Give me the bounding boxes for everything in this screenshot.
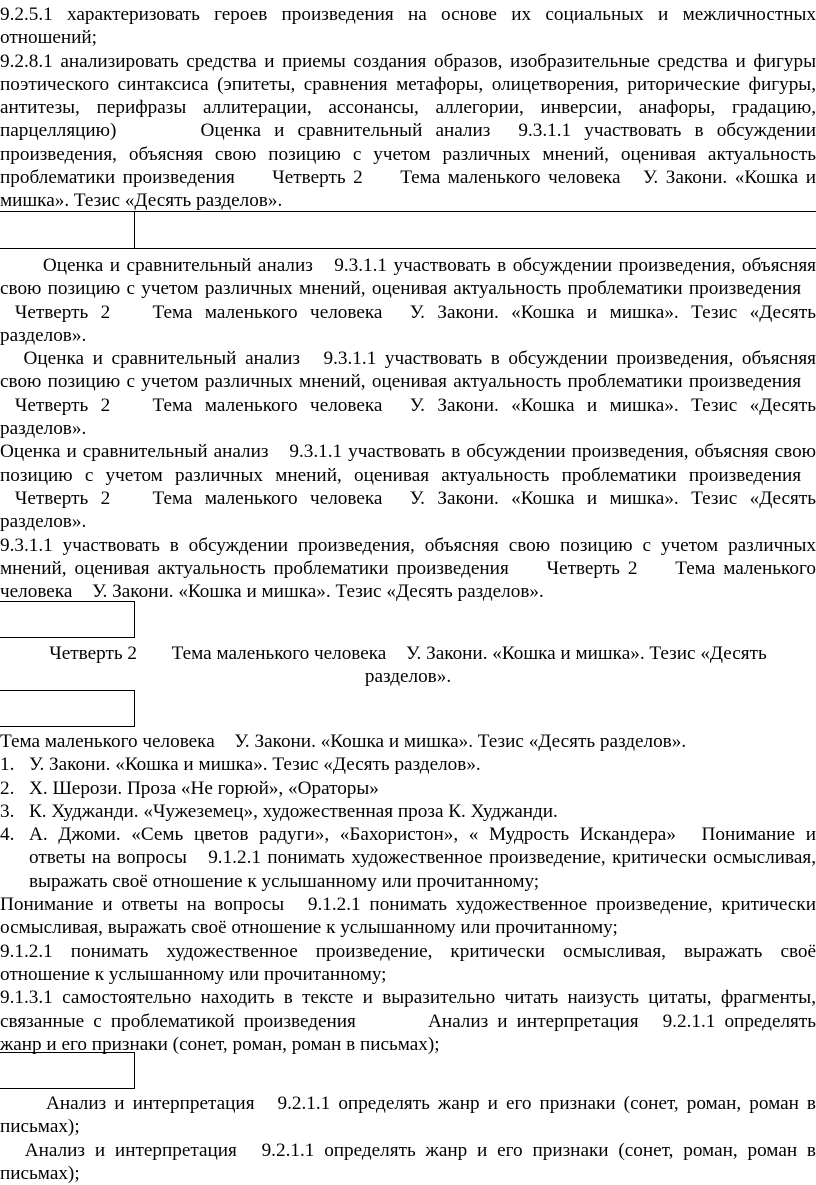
paragraph: Оценка и сравнительный анализ 9.3.1.1 участвовать в обсуждении произведения, объясняя свою позицию с учетом различных мнений, оценивая актуальность проблематики произведения Четверть 2 Тема маленького человека У. Закони. «Кошка и мишка». Тезис «Десять разделов». bbox=[0, 394, 816, 463]
list-item-text: А. Джоми. «Семь цветов радуги», «Бахористон», « Мудрость Искандера» Понимание и ответы на вопросы 9.1.2.1 понимать художественное произведение, критически осмысливая, выражать своё отношение к услышанному или прочитанному; bbox=[29, 824, 816, 892]
list-item-text: Х. Шерози. Проза «Не горюй», «Ораторы» bbox=[29, 777, 379, 799]
list-item bbox=[0, 823, 816, 893]
paragraph: 9.2.8.1 анализировать средства и приемы создания образов, изобразительные средства и фигуры поэтического синтаксиса (эпитеты, сравнения метафоры, олицетворения, риторические фигуры, антитезы, перифразы аллитерации, ассонансы, аллегории, инверсии, анафоры, градацию, парцелляцию) Оценка и сравнительный анализ 9.3.1.1 участвовать в обсуждении произведения, объясняя свою позицию с учетом различных мнений, оценивая актуальность проблематики произведения Четверть 2 Тема маленького человека У. Закони. «Кошка и мишка». Тезис «Десять разделов». bbox=[0, 50, 816, 212]
paragraph: Анализ и интерпретация 9.2.1.1 определять жанр и его признаки (сонет, роман, роман в письмах); bbox=[0, 1093, 801, 1114]
paragraph: 9.1.2.1 понимать художественное произведение, критически осмысливая, выражать своё отношение к услышанному или прочитанному; bbox=[0, 940, 816, 985]
paragraph: Оценка и сравнительный анализ 9.3.1.1 участвовать в обсуждении произведения, объясняя свою позицию с учетом различных мнений, оценивая актуальность проблематики произведения Четверть 2 Тема маленького человека У. Закони. «Кошка и мишка». Тезис «Десять разделов». bbox=[0, 324, 816, 393]
paragraph: 9.2.5.1 характеризовать героев произведения на основе их социальных и межличностных отношений; bbox=[0, 4, 816, 49]
table-cell-fragment bbox=[0, 601, 135, 638]
list-item bbox=[0, 753, 816, 776]
paragraph: Оценка и сравнительный анализ 9.3.1.1 участвовать в обсуждении произведения, объясняя свою позицию с учетом различных мнений, оценивая актуальность проблематики произведения Четверть 2 Тема маленького человека У. Закони. «Кошка и мишка». Тезис «Десять разделов». bbox=[0, 255, 816, 323]
table-cell-fragment bbox=[0, 1052, 135, 1089]
table-cell-divider bbox=[134, 211, 135, 248]
list-item bbox=[0, 800, 816, 823]
paragraph: Тема маленького человека У. Закони. «Кошка и мишка». Тезис «Десять разделов». bbox=[0, 731, 672, 752]
paragraph: Понимание и ответы на вопросы 9.1.2.1 понимать художественное произведение, критически осмысливая, выражать своё отношение к услышанному или прочитанному; bbox=[0, 894, 816, 939]
paragraph: 9.3.1.1 участвовать в обсуждении произведения, объясняя свою позицию с учетом различных мнений, оценивая актуальность проблематики произведения Четверть 2 Тема маленького человека У. Закони. «Кошка и мишка». Тезис «Десять разделов». bbox=[0, 464, 816, 533]
list-number: 2. bbox=[0, 777, 15, 799]
list-item bbox=[0, 777, 816, 800]
table-border-bottom bbox=[0, 248, 816, 249]
list-number: 3. bbox=[0, 800, 15, 822]
paragraph: Анализ и интерпретация 9.2.1.1 определять жанр и его признаки (сонет, роман, роман в письмах); bbox=[0, 1116, 801, 1138]
list-item-text: У. Закони. «Кошка и мишка». Тезис «Десять разделов». bbox=[29, 754, 481, 776]
reading-list bbox=[0, 753, 816, 893]
list-number: 1. bbox=[0, 754, 15, 776]
list-item-text: К. Худжанди. «Чужеземец», художественная проза К. Худжанди. bbox=[29, 800, 558, 822]
list-number: 4. bbox=[0, 824, 15, 846]
paragraph: 9.1.3.1 самостоятельно находить в тексте и выразительно читать наизусть цитаты, фрагменты, связанные с проблематикой произведения Анализ и интерпретация 9.2.1.1 определять жанр и его признаки (сонет, роман, роман в письмах); bbox=[0, 987, 816, 1055]
table-cell-fragment bbox=[0, 690, 135, 727]
centered-heading: Четверть 2 Тема маленького человека У. Закони. «Кошка и мишка». Тезис «Десять разделов». bbox=[26, 643, 790, 664]
